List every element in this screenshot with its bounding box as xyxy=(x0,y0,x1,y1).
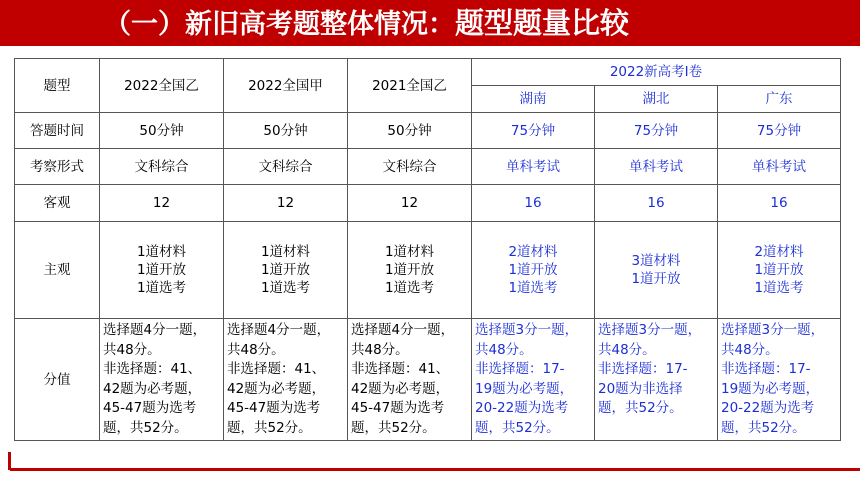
cell-line: 1道选考 xyxy=(384,280,435,296)
footer-accent-line xyxy=(10,468,860,471)
cell-line: 共48分。 xyxy=(351,341,409,358)
header-col-1: 2022全国乙 xyxy=(100,59,224,113)
cell-score xyxy=(472,319,595,441)
cell-line: 1道材料 xyxy=(136,244,187,260)
cell-line: 题，共52分。 xyxy=(227,419,312,436)
cell-line: 3道材料 xyxy=(631,253,681,269)
cell-line: 共48分。 xyxy=(721,341,779,358)
cell-score xyxy=(224,319,348,441)
cell-line: 1道开放 xyxy=(136,262,187,278)
cell-line: 题，共52分。 xyxy=(598,400,683,416)
cell-line: 非选择题：17- xyxy=(721,361,811,377)
header-col-3: 2021全国乙 xyxy=(348,59,472,113)
row-header-subjective: 主观 xyxy=(15,222,100,319)
cell-line: 45-47题为选考 xyxy=(351,400,445,416)
cell-line: 42题为必考题， xyxy=(227,380,326,397)
cell-line: 20-22题为选考 xyxy=(475,400,569,416)
row-header-score: 分值 xyxy=(15,319,100,441)
cell-line: 非选择题：41、 xyxy=(351,361,450,377)
cell-time: 75分钟 xyxy=(595,113,718,149)
cell-time: 75分钟 xyxy=(718,113,841,149)
cell-line: 共48分。 xyxy=(598,341,656,358)
cell-subjective xyxy=(718,222,841,319)
cell-line: 选择题4分一题， xyxy=(227,322,331,338)
cell-line: 1道开放 xyxy=(384,262,435,278)
cell-line: 20-22题为选考 xyxy=(721,400,815,416)
cell-line: 42题为必考题， xyxy=(103,380,202,397)
cell-time: 50分钟 xyxy=(224,113,348,149)
header-col-5: 湖北 xyxy=(595,86,718,113)
cell-objective: 16 xyxy=(595,185,718,222)
cell-line: 1道选考 xyxy=(260,280,311,296)
cell-form: 文科综合 xyxy=(224,149,348,185)
cell-subjective xyxy=(348,222,472,319)
cell-line: 20题为非选择 xyxy=(598,380,683,397)
cell-objective: 16 xyxy=(718,185,841,222)
title-emphasis: 题型题量比较 xyxy=(455,6,630,40)
cell-form: 文科综合 xyxy=(100,149,224,185)
cell-line: 选择题4分一题， xyxy=(103,322,207,338)
cell-line: 1道开放 xyxy=(754,262,804,278)
cell-line: 题，共52分。 xyxy=(103,419,188,436)
cell-time: 50分钟 xyxy=(348,113,472,149)
cell-form: 单科考试 xyxy=(595,149,718,185)
cell-line: 1道选考 xyxy=(508,280,558,296)
cell-line: 共48分。 xyxy=(103,341,161,358)
header-col-4: 湖南 xyxy=(472,86,595,113)
row-objective xyxy=(15,185,841,222)
cell-score xyxy=(718,319,841,441)
cell-time: 75分钟 xyxy=(472,113,595,149)
cell-line: 2道材料 xyxy=(754,244,804,260)
cell-subjective xyxy=(100,222,224,319)
cell-line: 共48分。 xyxy=(475,341,533,358)
cell-line: 2道材料 xyxy=(508,244,558,260)
cell-line: 选择题3分一题， xyxy=(475,322,579,338)
cell-line: 1道选考 xyxy=(136,280,187,296)
header-col-6: 广东 xyxy=(718,86,841,113)
cell-line: 1道开放 xyxy=(631,271,681,287)
cell-line: 45-47题为选考 xyxy=(103,400,197,416)
cell-objective: 12 xyxy=(224,185,348,222)
title-prefix: （一）新旧高考题整体情况： xyxy=(104,9,455,40)
cell-line: 1道开放 xyxy=(508,262,558,278)
header-group-new-exam: 2022新高考I卷 xyxy=(472,59,841,86)
cell-score xyxy=(595,319,718,441)
cell-line: 选择题3分一题， xyxy=(721,322,825,338)
cell-line: 题，共52分。 xyxy=(721,419,806,436)
cell-line: 1道材料 xyxy=(260,244,311,260)
row-form xyxy=(15,149,841,185)
row-score xyxy=(15,319,841,441)
cell-line: 19题为必考题， xyxy=(721,380,820,397)
cell-line: 42题为必考题， xyxy=(351,380,450,397)
cell-line: 共48分。 xyxy=(227,341,285,358)
cell-form: 文科综合 xyxy=(348,149,472,185)
cell-line: 45-47题为选考 xyxy=(227,400,321,416)
cell-line: 19题为必考题， xyxy=(475,380,574,397)
cell-line: 非选择题：41、 xyxy=(227,361,326,377)
cell-subjective xyxy=(224,222,348,319)
comparison-table xyxy=(14,58,841,441)
cell-line: 1道选考 xyxy=(754,280,804,296)
row-header-objective: 客观 xyxy=(15,185,100,222)
row-subjective xyxy=(15,222,841,319)
cell-line: 选择题3分一题， xyxy=(598,322,702,338)
cell-subjective xyxy=(472,222,595,319)
row-header-form: 考察形式 xyxy=(15,149,100,185)
header-col-2: 2022全国甲 xyxy=(224,59,348,113)
cell-time: 50分钟 xyxy=(100,113,224,149)
cell-score xyxy=(348,319,472,441)
cell-line: 1道开放 xyxy=(260,262,311,278)
cell-objective: 12 xyxy=(100,185,224,222)
header-type: 题型 xyxy=(15,59,100,113)
row-time xyxy=(15,113,841,149)
cell-objective: 16 xyxy=(472,185,595,222)
cell-score xyxy=(100,319,224,441)
row-header-time: 答题时间 xyxy=(15,113,100,149)
cell-line: 非选择题：41、 xyxy=(103,361,202,377)
cell-line: 题，共52分。 xyxy=(475,419,560,436)
cell-form: 单科考试 xyxy=(718,149,841,185)
title-banner xyxy=(0,0,860,46)
cell-form: 单科考试 xyxy=(472,149,595,185)
cell-line: 非选择题：17- xyxy=(598,361,688,377)
cell-line: 选择题4分一题， xyxy=(351,322,455,338)
cell-line: 1道材料 xyxy=(384,244,435,260)
cell-line: 题，共52分。 xyxy=(351,419,436,436)
cell-objective: 12 xyxy=(348,185,472,222)
cell-line: 非选择题：17- xyxy=(475,361,565,377)
cell-subjective xyxy=(595,222,718,319)
